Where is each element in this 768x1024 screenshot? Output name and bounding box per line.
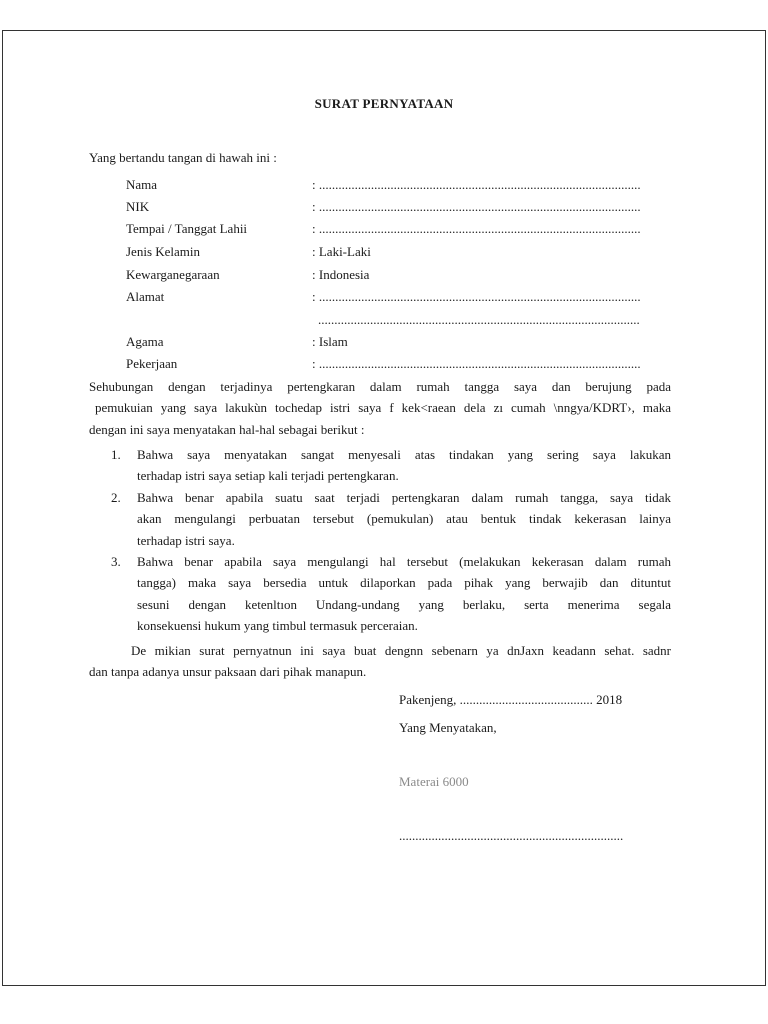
field-value-nik: : ................................................................................................... [312,199,641,214]
list-item-line: sesuni dengan ketenltıon Undang-undang yang berlaku, serta menerima segala [137,596,671,612]
list-item-line: tangga) maka saya bersedia untuk dilaporkan pada pihak yang berwajib dan dituntut [137,575,671,591]
field-label-jenis-kelamin: Jenis Kelamin [126,244,201,259]
list-item [137,487,671,551]
field-value-agama: : Islam [312,334,348,349]
list-item-line: Bahwa saya menyatakan sangat menyesali atas tindakan yang sering saya lakukan [137,447,671,462]
materai-stamp-label: Materai 6000 [399,774,469,789]
list-item-line: Bahwa benar apabila suatu saat terjadi pertengkaran dalam rumah tangga, saya tidak [137,490,671,505]
declarant-label: Yang Menyatakan, [399,720,497,735]
paragraph-line: dengan ini saya menyatakan hal-hal sebagai berikut : [89,421,365,437]
field-value-nama: : ................................................................................................... [312,177,641,192]
list-item-line: akan mengulangi perbuatan tersebut (pemukulan) atau bentuk tindak kekerasan lainya [137,511,671,527]
closing-paragraph [89,640,671,683]
place-date: Pakenjeng, ......................................... 2018 [399,692,623,707]
field-value-pekerjaan: : ................................................................................................... [312,356,641,371]
list-item-number: 3. [111,554,121,569]
list-item-line: Bahwa benar apabila saya mengulangi hal tersebut (melakukan kekerasan dalam rumah [137,554,671,569]
list-item-number: 1. [111,447,121,462]
field-label-agama: Agama [126,334,164,349]
field-label-ttl: Tempai / Tanggat Lahii [126,221,248,236]
intro-text: Yang bertandu tangan di hawah ini : [89,150,277,165]
list-item-number: 2. [111,490,121,505]
field-label-kewarganegaraan: Kewarganegaraan [126,267,220,282]
list-item-line: terhadap istri saya. [137,532,235,548]
field-label-nik: NIK [126,199,150,214]
field-value-alamat: : ................................................................................................... [312,289,641,304]
list-item [137,551,671,636]
field-value-jenis-kelamin: : Laki-Laki [312,244,371,259]
field-label-nama: Nama [126,177,158,192]
signature-name-line: ..................................................................... [399,828,624,843]
paragraph-line: pemukuian yang saya lakukùn tochedap istri saya f kek<raean dela zı cumah \nngya/KDRT›, maka [95,400,671,416]
list-item-line: konsekuensi hukum yang timbul termasuk perceraian. [137,617,418,633]
closing-line: dan tanpa adanya unsur paksaan dari pihak manapun. [89,664,367,680]
field-label-alamat: Alamat [126,289,165,304]
field-label-pekerjaan: Pekerjaan [126,356,178,371]
field-value-alamat-line2: ................................................................................................... [318,312,640,327]
document-title: SURAT PERNYATAAN [314,96,454,111]
list-item [137,444,671,487]
field-value-ttl: : ................................................................................................... [312,221,641,236]
list-item-line: terhadap istri saya setiap kali terjadi pertengkaran. [137,468,399,484]
field-value-kewarganegaraan: : Indonesia [312,267,370,282]
statement-paragraph [89,376,671,440]
closing-line: De mikian surat pernyatnun ini saya buat dengnn sebenarn ya dnJaxn keadann sehat. sadnr [131,643,671,658]
paragraph-line: Sehubungan dengan terjadinya pertengkaran dalam rumah tangga saya dan berujung pada [89,379,671,394]
